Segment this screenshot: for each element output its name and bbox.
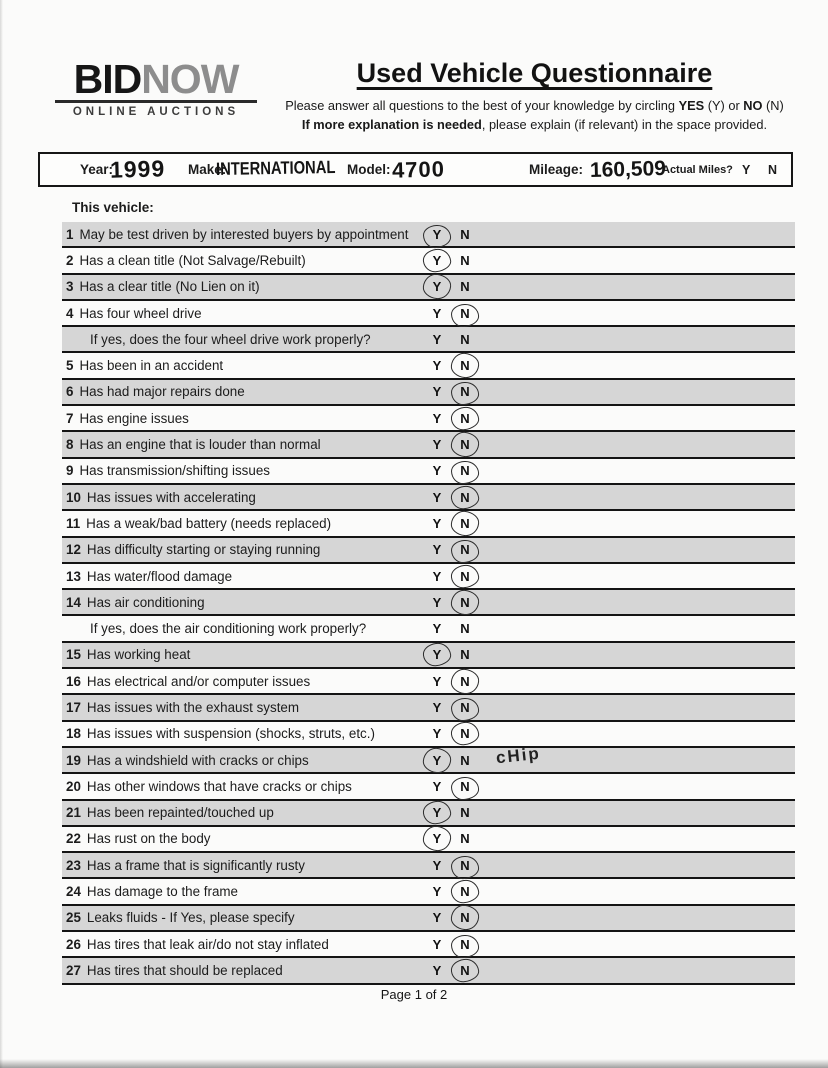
question-number: 8 [66,437,74,453]
question-number: 6 [66,384,74,400]
question-label: If yes, does the air conditioning work properly? [90,621,367,637]
actual-miles-no-option: N [768,162,778,177]
question-row [62,853,795,879]
no-option-circled: N [453,485,477,509]
yes-option: Y [432,463,442,479]
yes-option-circled: Y [425,827,449,851]
question-row [62,538,795,564]
yes-option: Y [432,778,442,794]
logo-tagline: ONLINE AUCTIONS [72,106,240,118]
question-label: Has an engine that is louder than normal [79,437,321,453]
question-row [62,801,795,827]
question-number: 21 [66,805,81,821]
yes-option: Y [432,910,442,926]
year-value-handwritten: 1999 [109,155,166,183]
yes-option: Y [432,699,442,715]
yes-option-circled: Y [425,275,449,299]
question-row [62,643,795,669]
no-option-circled: N [453,722,477,746]
question-label: Has tires that leak air/do not stay inflated [86,936,329,952]
question-number: 11 [66,515,81,531]
question-row [62,301,795,327]
no-option-circled: N [453,380,477,404]
yes-option: Y [432,437,442,453]
question-row [62,353,795,379]
scan-edge-bottom [0,1059,828,1068]
question-number: 14 [66,594,81,610]
question-row [62,432,795,458]
mileage-value-handwritten: 160,509 [589,156,667,182]
question-row [62,380,795,406]
instructions-line-2 [262,116,807,135]
vehicle-info-box [38,152,793,187]
question-row [62,669,795,695]
no-option-circled: N [453,932,477,956]
yes-option: Y [432,726,442,742]
question-rows [62,222,795,985]
no-option-circled: N [453,774,477,798]
question-label: Has tires that should be replaced [86,962,283,978]
no-option: N [460,805,470,821]
question-label: Has working heat [86,647,191,663]
no-option: N [460,647,470,663]
question-number: 13 [66,568,81,584]
question-row [62,958,795,984]
question-label: Has four wheel drive [79,305,202,321]
yes-option: Y [432,621,442,637]
question-label: Has water/flood damage [86,568,233,584]
yes-option: Y [432,936,442,952]
yes-option-circled: Y [425,222,449,246]
no-option: N [460,752,470,768]
question-label: Has a frame that is significantly rusty [86,857,305,873]
question-number: 7 [66,410,74,426]
page-title: Used Vehicle Questionnaire [356,58,713,88]
question-row [62,485,795,511]
no-option-circled: N [453,958,477,982]
yes-option-circled: Y [425,643,449,667]
no-option-circled: N [453,590,477,614]
no-option-circled: N [453,853,477,877]
question-number: 16 [66,673,81,689]
question-label: Has issues with suspension (shocks, struts, etc.) [86,726,375,742]
model-label: Model: [347,162,391,177]
instr1-pre: Please answer all questions to the best of your knowledge by circling [285,98,679,113]
no-option: N [460,226,470,242]
no-option-circled: N [453,564,477,588]
question-label: Has issues with the exhaust system [86,699,300,715]
yes-option: Y [432,358,442,374]
no-option-circled: N [453,669,477,693]
question-number: 17 [66,699,81,715]
yes-option: Y [432,594,442,610]
sub-question-row [62,616,795,642]
question-number: 18 [66,726,81,742]
instructions-line-1 [262,97,807,116]
question-label: May be test driven by interested buyers by appointment [79,226,409,242]
no-option-circled: N [453,695,477,719]
no-option-circled: N [453,459,477,483]
no-option: N [460,331,470,347]
question-number: 23 [66,857,81,873]
question-label: Has electrical and/or computer issues [86,673,311,689]
logo-wordmark [55,58,257,103]
yes-option-circled: Y [425,801,449,825]
question-number: 1 [66,226,74,242]
logo-now-text: NOW [141,56,239,102]
yes-option: Y [432,515,442,531]
yes-option: Y [432,542,442,558]
question-label: If yes, does the four wheel drive work properly? [90,331,371,347]
question-label: Has been in an accident [79,358,224,374]
question-number: 26 [66,936,81,952]
section-title: This vehicle: [72,200,154,215]
question-label: Has issues with accelerating [86,489,256,505]
question-number: 12 [66,542,81,558]
question-number: 5 [66,358,74,374]
question-row [62,222,795,248]
mileage-label: Mileage: [529,162,584,177]
model-value-handwritten: 4700 [391,155,446,183]
sub-question-row [62,327,795,353]
question-number: 4 [66,305,74,321]
question-number: 19 [66,752,81,768]
question-label: Leaks fluids - If Yes, please specify [86,910,295,926]
question-number: 20 [66,778,81,794]
question-row [62,695,795,721]
question-label: Has had major repairs done [79,384,245,400]
make-value-handwritten: INTERNATIONAL [215,156,336,179]
yes-option: Y [432,489,442,505]
yes-option: Y [432,305,442,321]
yes-option: Y [432,962,442,978]
scan-edge-left [0,0,3,1068]
question-number: 24 [66,884,81,900]
instr2-rest: , please explain (if relevant) in the space provided. [481,116,768,132]
no-option-circled: N [453,432,477,456]
question-row [62,248,795,274]
no-option-circled: N [453,301,477,325]
question-label: Has been repainted/touched up [86,805,274,821]
question-number: 9 [66,463,74,479]
yes-option: Y [432,331,442,347]
question-label: Has air conditioning [86,594,205,610]
question-row [62,827,795,853]
question-row [62,743,795,774]
instr2-bold: If more explanation is needed [301,116,482,132]
question-label: Has transmission/shifting issues [79,463,270,479]
instr1-no: NO [743,98,763,113]
question-number: 10 [66,489,81,505]
no-option: N [460,279,470,295]
question-row [62,459,795,485]
question-number: 27 [66,962,81,978]
no-option-circled: N [453,511,477,535]
no-option-circled: N [453,353,477,377]
yes-option: Y [432,568,442,584]
no-option-circled: N [453,879,477,903]
yes-option: Y [432,857,442,873]
question-row [62,406,795,432]
question-row [62,906,795,932]
question-row [62,564,795,590]
logo-bid-text: BID [73,56,142,102]
no-option: N [460,621,470,637]
no-option-circled: N [453,538,477,562]
question-label: Has engine issues [79,410,189,426]
instr1-post: (N) [762,98,784,113]
question-row [62,932,795,958]
page-number: Page 1 of 2 [380,987,448,1002]
question-row [62,511,795,537]
question-label: Has a clean title (Not Salvage/Rebuilt) [79,252,306,268]
question-row [62,879,795,905]
no-option-circled: N [453,406,477,430]
yes-option: Y [432,384,442,400]
yes-option: Y [432,884,442,900]
question-row [62,275,795,301]
yes-option-circled: Y [425,248,449,272]
year-label: Year: [80,162,114,177]
yes-option: Y [432,410,442,426]
question-label: Has other windows that have cracks or chips [86,778,352,794]
actual-miles-yes-option: Y [742,162,751,177]
question-label: Has a clear title (No Lien on it) [79,279,260,295]
question-label: Has damage to the frame [86,884,239,900]
question-number: 22 [66,831,81,847]
question-row [62,774,795,800]
question-number: 25 [66,910,81,926]
title-block [262,58,807,134]
instr1-yes: YES [678,98,705,113]
yes-option: Y [432,673,442,689]
question-row [62,590,795,616]
question-number: 2 [66,252,74,268]
instr1-mid: (Y) or [704,98,744,113]
handwritten-note: cHip [495,743,542,768]
no-option: N [460,252,470,268]
no-option: N [460,831,470,847]
question-label: Has a windshield with cracks or chips [86,752,309,768]
question-row [62,722,795,748]
question-label: Has difficulty starting or staying running [86,542,321,558]
question-number: 15 [66,647,81,663]
yes-option-circled: Y [425,748,449,772]
bidnow-logo [55,58,257,118]
actual-miles-label: Actual Miles? [662,163,733,176]
question-label: Has rust on the body [86,831,211,847]
question-label: Has a weak/bad battery (needs replaced) [86,515,332,531]
no-option-circled: N [453,906,477,930]
question-number: 3 [66,279,74,295]
make-label: Make: [188,162,227,177]
